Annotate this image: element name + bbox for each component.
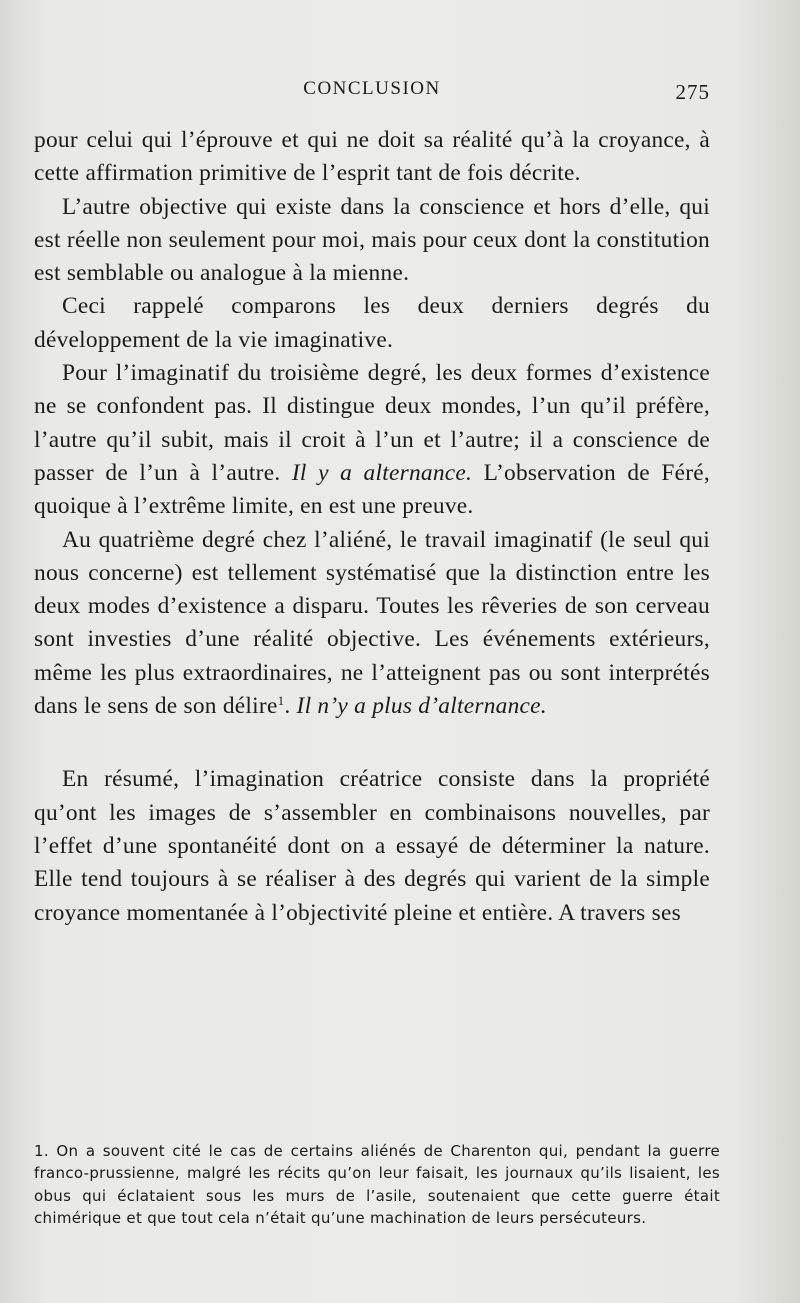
paragraph-5: Au quatrième degré chez l’aliéné, le travail imaginatif (le seul qui nous concerne) est tellement systématisé que la distinction entre les deux modes d’existence a disparu. Toutes les rêveries de son cerveau sont investies d’une réalité objective. Les événements extérieurs, même les plus extraordinaires, ne l’atteignent pas ou sont interprétés dans le sens de son délire$^1$. Il n’y a plus d’alternance.: [34, 526, 710, 720]
paragraph-1-text: pour celui qui l’éprouve et qui ne doit sa réalité qu’à la croyance, à cette affirmation primitive de l’esprit tant de fois décrite.: [34, 127, 710, 187]
footnote-number: 1.: [34, 1142, 49, 1160]
paragraph-4-rest: L’observation de Féré, quoique à l’extrême limite, en est une preuve.: [34, 459, 710, 520]
paragraph-summary-text: En résumé, l’imagination créatrice consiste dans la propriété qu’ont les images de s’assembler en combinaisons nouvelles, par l’effet d’une spontanéité dont on a essayé de déterminer la nature. Elle tend toujours à se réaliser à des degrés qui varient de la simple croyance momentanée à l’objectivité pleine et entière. A travers ses: [34, 766, 710, 926]
paragraph-3: [34, 290, 710, 357]
running-title: CONCLUSION: [303, 78, 441, 99]
paragraph-5-text: Au quatrième degré chez l’aliéné, le travail imaginatif (le seul qui nous concerne) est tellement systématisé que la distinction entre les deux modes d’existence a disparu. Toutes les rêveries de son cerveau sont investies d’une réalité objective. Les événements extérieurs, même les plus extraordinaires, ne l’atteignent pas ou sont interprétés dans le sens de son délire: [34, 526, 710, 720]
page-header: [34, 78, 710, 108]
paragraph-4: [34, 357, 710, 523]
paragraph-1: [34, 124, 710, 191]
footnote-reference: 1: [277, 693, 285, 709]
paragraph-2-text: L’autre objective qui existe dans la conscience et hors d’elle, qui est réelle non seulement pour moi, mais pour ceux dont la constitution est semblable ou analogue à la mienne.: [34, 193, 710, 287]
paragraph-4-italic: Il y a alternance.: [291, 459, 473, 486]
paragraph-2: [34, 191, 710, 291]
paragraph-3-text: Ceci rappelé comparons les deux derniers degrés du développement de la vie imaginative.: [34, 293, 710, 353]
paragraph-4-text: Pour l’imaginatif du troisième degré, les deux formes d’existence ne se confondent pas. Il distingue deux mondes, l’un qu’il préfère, l’autre qu’il subit, mais il croit à l’un et l’autre; il a conscience de passer de l’un à l’autre.: [34, 360, 710, 486]
paragraph-summary: [34, 763, 710, 929]
footnote-paragraph: [34, 1140, 720, 1230]
body-text: [34, 124, 710, 930]
footnote-text: On a souvent cité le cas de certains aliénés de Charenton qui, pendant la guerre franco-prussienne, malgré les récits qu’on leur faisait, les journaux qu’ils lisaient, les obus qui éclataient sous les murs de l’asile, soutenaient que cette guerre était chimérique et que tout cela n’était qu’une machination de leurs persécuteurs.: [34, 1142, 720, 1228]
paragraph-5-italic: Il n’y a plus d’alternance.: [296, 693, 547, 720]
page-number: 275: [675, 80, 710, 104]
footnote: [34, 1140, 720, 1230]
